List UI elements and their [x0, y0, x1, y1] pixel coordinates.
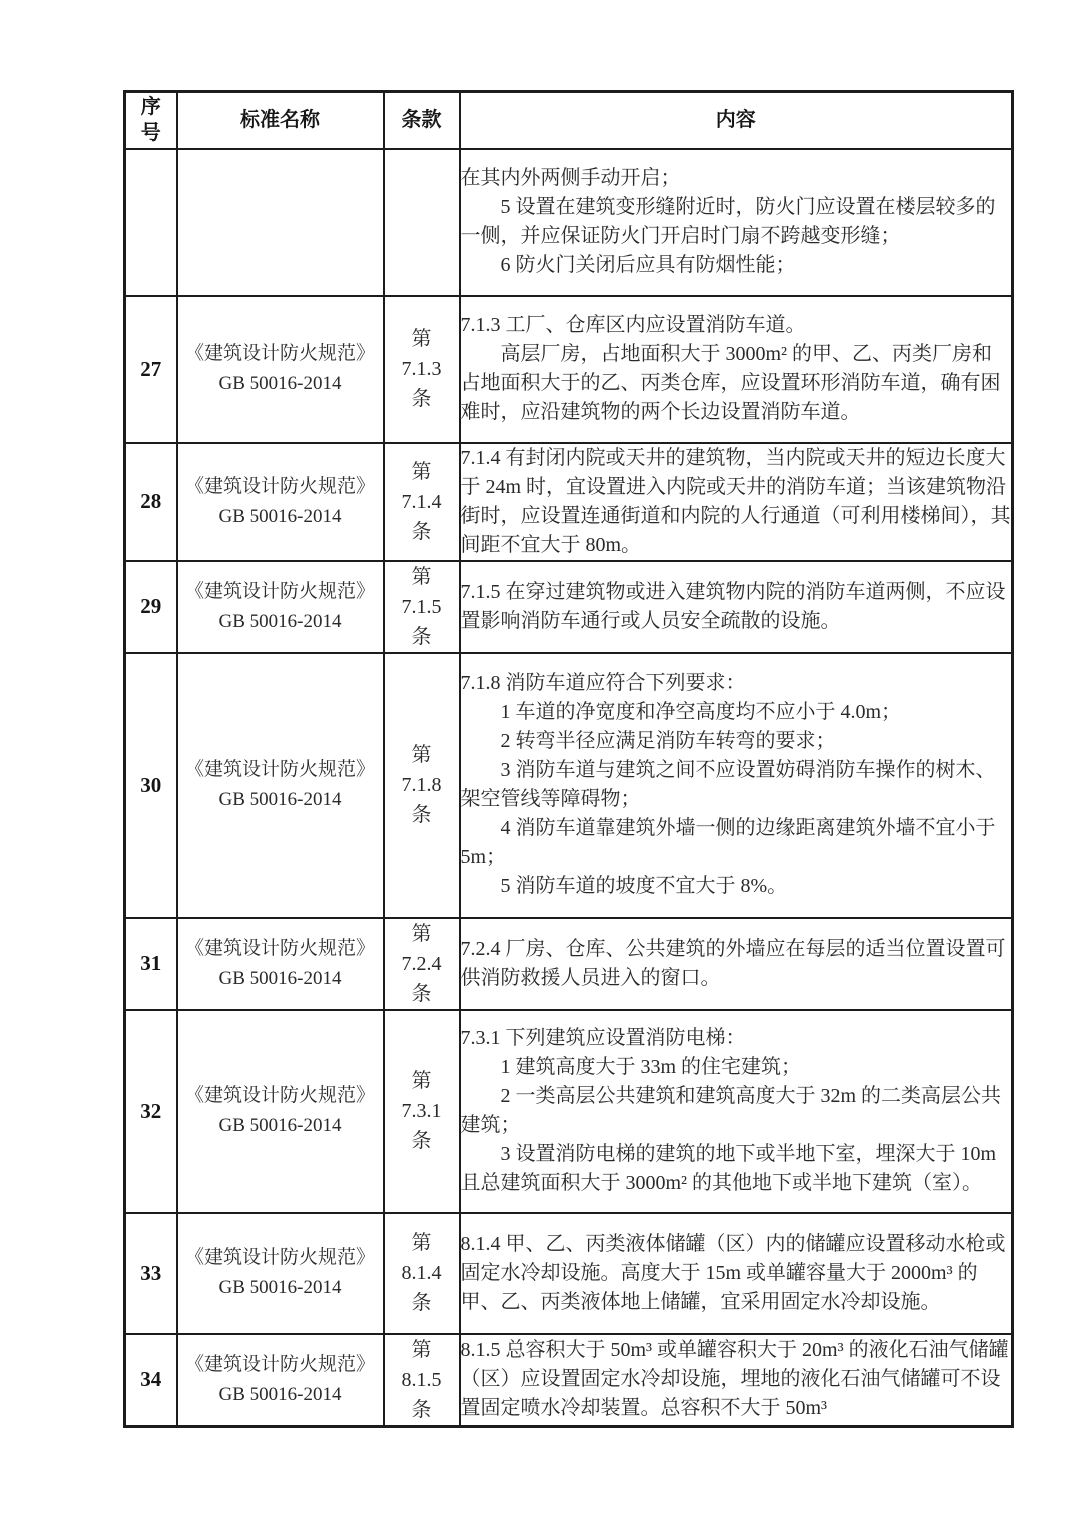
standard-code: GB 50016-2014	[218, 1383, 342, 1405]
table-row	[125, 1010, 1013, 1213]
row-number-cell: 33	[125, 1213, 177, 1334]
standard-name-cell	[177, 653, 384, 918]
standard-title: 《建筑设计防火规范》	[184, 475, 375, 497]
standard-name-cell	[177, 443, 384, 561]
content-paragraph: 7.2.4 厂房、仓库、公共建筑的外墙应在每层的适当位置设置可供消防救援人员进入的窗口。	[460, 937, 1006, 989]
table-row	[125, 561, 1013, 653]
content-paragraph: 高层厂房，占地面积大于 3000m² 的甲、乙、丙类厂房和占地面积大于的乙、丙类仓库，应设置环形消防车道，确有困难时，应沿建筑物的两个长边设置消防车道。	[460, 343, 1001, 423]
content-paragraph: 3 设置消防电梯的建筑的地下或半地下室，埋深大于 10m 且总建筑面积大于 3000m² 的其他地下或半地下建筑（室）。	[460, 1143, 997, 1194]
content-paragraph: 8.1.4 甲、乙、丙类液体储罐（区）内的储罐应设置移动水枪或固定水冷却设施。高度大于 15m 或单罐容量大于 2000m³ 的甲、乙、丙类液体地上储罐，宜采用固定水冷却设施。	[460, 1232, 1006, 1313]
clause-prefix: 第	[411, 328, 432, 350]
row-number-cell: 30	[125, 653, 177, 918]
row-number-cell: 31	[125, 918, 177, 1010]
header-no-line2: 号	[140, 122, 161, 145]
row-number-cell: 32	[125, 1010, 177, 1213]
standard-code: GB 50016-2014	[218, 505, 342, 527]
clause-number: 7.1.4	[401, 490, 442, 513]
content-paragraph: 7.1.5 在穿过建筑物或进入建筑物内院的消防车道两侧，不应设置影响消防车通行或人员安全疏散的设施。	[460, 580, 1006, 632]
standard-name-cell	[177, 149, 384, 296]
clause-cell	[384, 443, 460, 561]
clause-prefix: 第	[411, 1338, 432, 1361]
content-paragraph: 1 车道的净宽度和净空高度均不应小于 4.0m；	[500, 701, 902, 723]
content-paragraph: 7.1.3 工厂、仓库区内应设置消防车道。	[460, 314, 806, 336]
clause-cell	[384, 1213, 460, 1334]
clause-number: 7.1.8	[401, 774, 442, 796]
content-paragraph: 2 一类高层公共建筑和建筑高度大于 32m 的二类高层公共建筑；	[460, 1085, 1002, 1136]
content-paragraph: 8.1.5 总容积大于 50m³ 或单罐容积大于 20m³ 的液化石油气储罐（区）应设置固定水冷却设施，埋地的液化石油气储罐可不设置固定喷水冷却装置。总容积不大于 50m³	[460, 1339, 1009, 1419]
content-paragraph: 5 消防车道的坡度不宜大于 8%。	[500, 875, 788, 897]
clause-cell	[384, 561, 460, 653]
row-number-cell	[125, 149, 177, 296]
standard-title: 《建筑设计防火规范》	[184, 1085, 375, 1106]
clause-cell	[384, 296, 460, 443]
clause-number: 7.1.5	[401, 595, 442, 618]
content-cell	[460, 443, 1013, 561]
content-paragraph: 5 设置在建筑变形缝附近时，防火门应设置在楼层较多的一侧，并应保证防火门开启时门扇不跨越变形缝；	[460, 196, 996, 247]
content-paragraph: 4 消防车道靠建筑外墙一侧的边缘距离建筑外墙不宜小于 5m；	[460, 817, 996, 868]
content-paragraph: 2 转弯半径应满足消防车转弯的要求；	[500, 730, 836, 752]
standard-name-cell	[177, 1213, 384, 1334]
row-number-cell: 34	[125, 1334, 177, 1427]
header-standard-name: 标准名称	[177, 92, 384, 149]
clause-number: 8.1.4	[401, 1262, 442, 1284]
header-no	[125, 92, 177, 149]
clause-cell	[384, 149, 460, 296]
content-cell	[460, 918, 1013, 1010]
clause-suffix: 条	[411, 625, 432, 648]
row-number-cell: 29	[125, 561, 177, 653]
standard-name-cell	[177, 1334, 384, 1427]
header-clause: 条款	[384, 92, 460, 149]
standard-code: GB 50016-2014	[218, 789, 342, 810]
row-number-cell: 28	[125, 443, 177, 561]
content-cell	[460, 1010, 1013, 1213]
standard-name-cell	[177, 561, 384, 653]
content-cell	[460, 1334, 1013, 1427]
standard-code: GB 50016-2014	[218, 967, 342, 989]
standard-code: GB 50016-2014	[218, 373, 342, 394]
clause-cell	[384, 1334, 460, 1427]
clause-suffix: 条	[411, 1398, 432, 1421]
clause-prefix: 第	[411, 1070, 432, 1092]
content-paragraph: 在其内外两侧手动开启；	[460, 167, 681, 189]
clause-suffix: 条	[411, 804, 432, 826]
content-paragraph: 7.1.4 有封闭内院或天井的建筑物，当内院或天井的短边长度大于 24m 时，宜设置进入内院或天井的消防车道；当该建筑物沿街时，应设置连通街道和内院的人行通道（可利用楼梯间），其间距不宜大于 80m。	[460, 446, 1011, 556]
clause-suffix: 条	[411, 982, 432, 1005]
standard-title: 《建筑设计防火规范》	[184, 759, 375, 780]
content-cell	[460, 561, 1013, 653]
clause-suffix: 条	[411, 1292, 432, 1314]
clause-number: 7.3.1	[401, 1100, 442, 1122]
standard-name-cell	[177, 918, 384, 1010]
standard-code: GB 50016-2014	[218, 610, 342, 632]
clause-prefix: 第	[411, 922, 432, 945]
standard-title: 《建筑设计防火规范》	[184, 580, 375, 602]
table-row	[125, 653, 1013, 918]
standard-name-cell	[177, 1010, 384, 1213]
header-no-line1: 序	[140, 96, 161, 119]
clause-prefix: 第	[411, 1232, 432, 1254]
content-paragraph: 1 建筑高度大于 33m 的住宅建筑；	[500, 1056, 802, 1078]
table-row	[125, 1334, 1013, 1427]
clause-number: 8.1.5	[401, 1368, 442, 1391]
standard-title: 《建筑设计防火规范》	[184, 1353, 375, 1375]
clause-cell	[384, 653, 460, 918]
clause-cell	[384, 918, 460, 1010]
table-row	[125, 296, 1013, 443]
table-row	[125, 918, 1013, 1010]
standard-name-cell	[177, 296, 384, 443]
clause-suffix: 条	[411, 520, 432, 543]
header-content: 内容	[460, 92, 1013, 149]
table-row	[125, 1213, 1013, 1334]
content-paragraph: 6 防火门关闭后应具有防烟性能；	[500, 254, 796, 276]
clause-prefix: 第	[411, 565, 432, 588]
standard-title: 《建筑设计防火规范》	[184, 343, 375, 364]
standard-title: 《建筑设计防火规范》	[184, 937, 375, 959]
clause-cell	[384, 1010, 460, 1213]
standard-code: GB 50016-2014	[218, 1115, 342, 1136]
clause-number: 7.2.4	[401, 952, 442, 975]
standard-title: 《建筑设计防火规范》	[184, 1247, 375, 1268]
standard-code: GB 50016-2014	[218, 1277, 342, 1298]
clause-prefix: 第	[411, 460, 432, 483]
content-paragraph: 3 消防车道与建筑之间不应设置妨碍消防车操作的树木、架空管线等障碍物；	[460, 759, 996, 810]
table-row	[125, 443, 1013, 561]
content-cell	[460, 653, 1013, 918]
clause-suffix: 条	[411, 1130, 432, 1152]
table-row	[125, 149, 1013, 296]
standards-table	[123, 90, 1014, 1428]
content-cell	[460, 1213, 1013, 1334]
clause-number: 7.1.3	[401, 358, 442, 380]
content-cell	[460, 296, 1013, 443]
row-number-cell: 27	[125, 296, 177, 443]
clause-suffix: 条	[411, 388, 432, 410]
clause-prefix: 第	[411, 744, 432, 766]
content-paragraph: 7.1.8 消防车道应符合下列要求：	[460, 672, 746, 694]
table-header-row	[125, 92, 1013, 149]
content-cell	[460, 149, 1013, 296]
content-paragraph: 7.3.1 下列建筑应设置消防电梯：	[460, 1027, 746, 1049]
